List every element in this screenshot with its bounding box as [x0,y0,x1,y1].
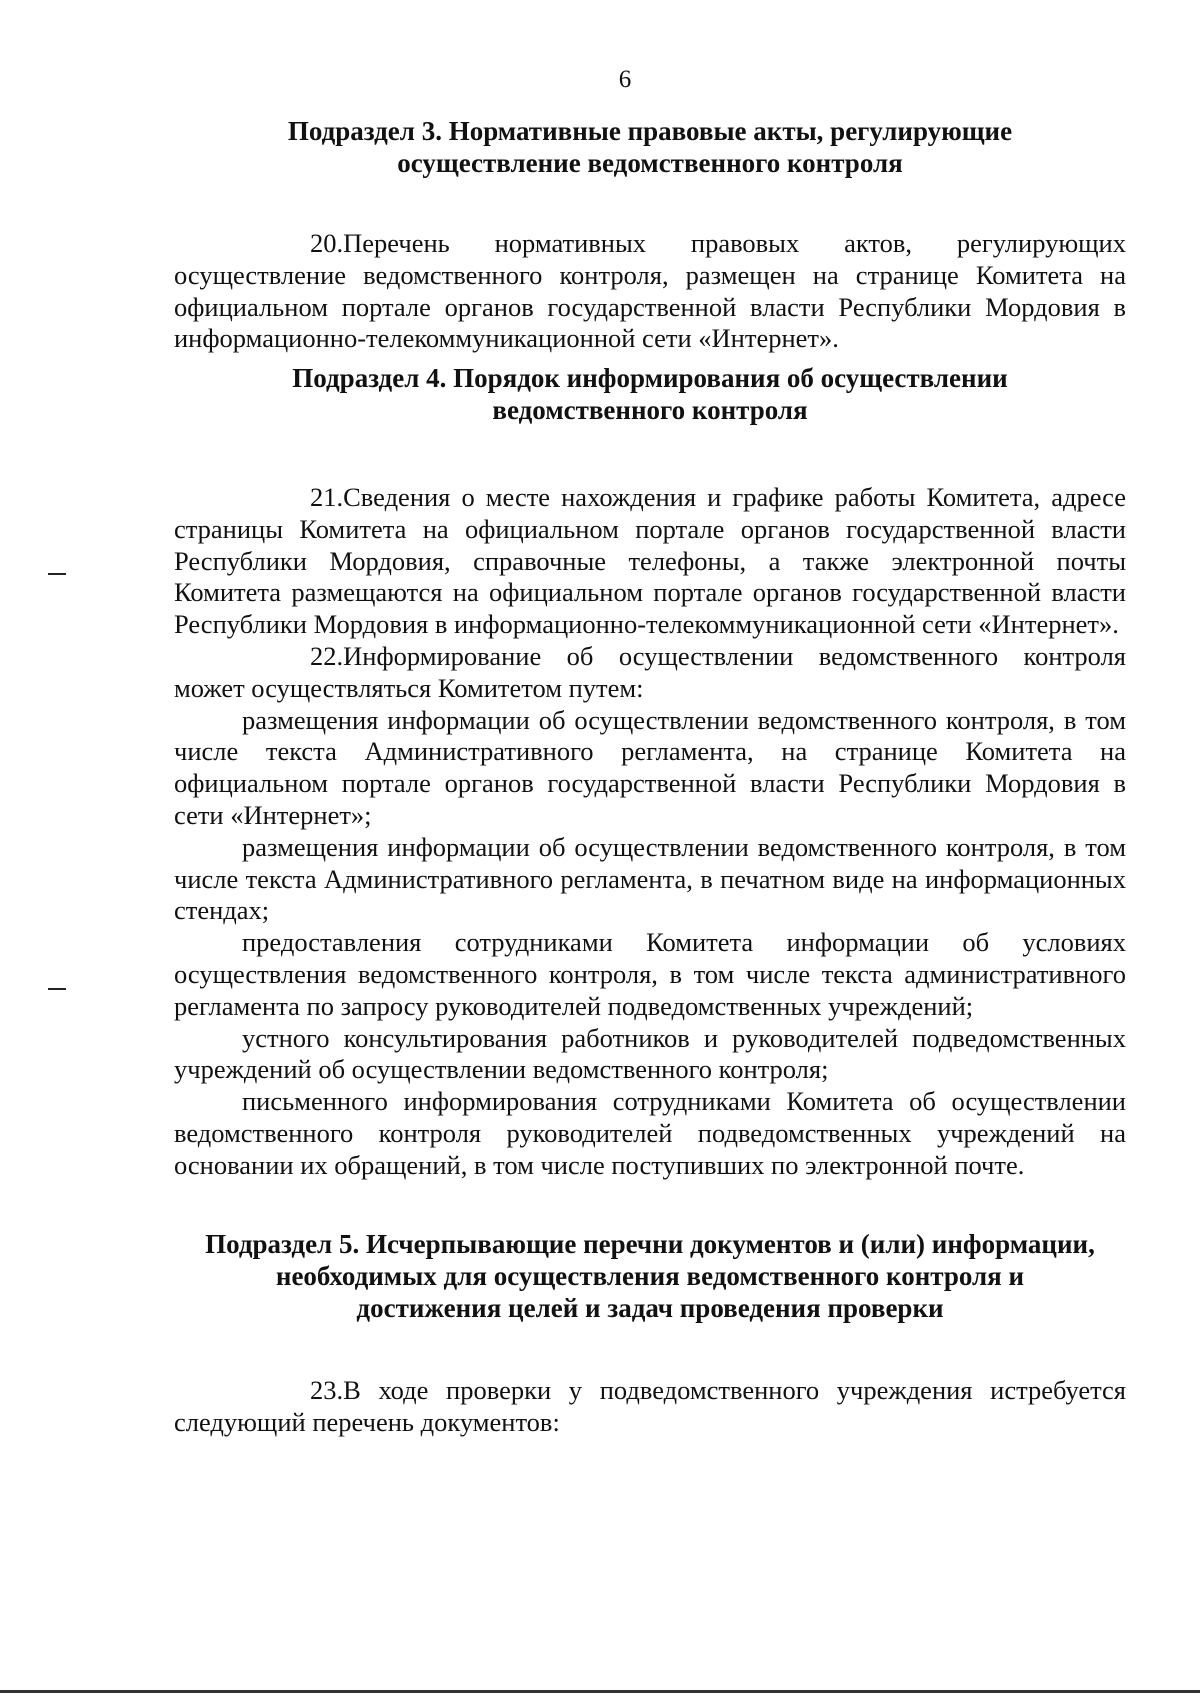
paragraph-20 [174,228,1126,355]
section-subsection-3 [174,115,1126,179]
section-4-body [174,482,1126,1182]
heading-line: достижения целей и задач проведения проверки [356,1293,944,1323]
paragraph-text: Перечень нормативных правовых актов, регулирующих осуществление ведомственного контроля, размещен на странице Комитета на официальном портале органов государственной власти Республики Мордовия в информационно-телекоммуникационной сети «Интернет». [174,228,1126,354]
paragraph-number: 22. [310,640,344,671]
heading-line: Подраздел 5. Исчерпывающие перечни документов и (или) информации, [205,1229,1095,1259]
page-number: 6 [618,66,632,93]
paragraph-text: размещения информации об осуществлении ведомственного контроля, в том числе текста Административного регламента, в печатном виде на информационных стендах; [174,831,1126,926]
margin-mark [48,988,66,990]
page-bottom-edge [0,1690,1200,1693]
section-subsection-5 [174,1228,1126,1324]
section-heading [174,1228,1126,1324]
section-subsection-4 [174,362,1126,426]
paragraph-text: Сведения о месте нахождения и графике работы Комитета, адресе страницы Комитета на официальном портале органов государственной власти Республики Мордовия, справочные телефоны, а также электронной почты Комитета размещаются на официальном портале органов государственной власти Республики Мордовия в информационно-телекоммуникационной сети «Интернет». [174,482,1126,640]
heading-line: ведомственного контроля [492,395,808,425]
section-3-body [174,228,1126,355]
paragraph-number: 21. [310,482,344,512]
section-heading [174,115,1126,179]
list-item [174,1086,1126,1181]
heading-line: Подраздел 4. Порядок информирования об осуществлении [292,363,1008,393]
heading-line: осуществление ведомственного контроля [397,148,903,178]
section-heading [174,362,1126,426]
paragraph-text: предоставления сотрудниками Комитета информации об условиях осуществления ведомственного контроля, в том числе текста административного регламента по запросу руководителей подведомственных учреждений; [174,927,1126,1021]
margin-mark [48,573,66,575]
paragraph-text: размещения информации об осуществлении ведомственного контроля, в том числе текста Административного регламента, на странице Комитета на официальном портале органов государственной власти Республики Мордовия в сети «Интернет»; [174,704,1126,830]
paragraph-number: 23. [310,1375,344,1405]
paragraph-23 [174,1375,1126,1439]
list-item [174,832,1126,927]
paragraph-text: письменного информирования сотрудниками Комитета об осуществлении ведомственного контроля руководителей подведомственных учреждений на основании их обращений, в том числе поступивших по электронной почте. [174,1086,1126,1180]
heading-line: необходимых для осуществления ведомственного контроля и [275,1261,1025,1291]
paragraph-22 [174,641,1126,705]
paragraph-text: устного консультирования работников и руководителей подведомственных учреждений об осуществлении ведомственного контроля; [174,1022,1126,1085]
heading-line: Подраздел 3. Нормативные правовые акты, регулирующие [287,116,1013,146]
paragraph-text: В ходе проверки у подведомственного учреждения истребуется следующий перечень документов: [174,1375,1126,1437]
paragraph-number: 20. [310,228,344,258]
list-item [174,1023,1126,1087]
paragraph-text: Информирование об осуществлении ведомственного контроля может осуществляться Комитетом путем: [174,640,1126,703]
list-item [174,927,1126,1022]
section-5-body [174,1375,1126,1439]
paragraph-21 [174,482,1126,641]
list-item [174,705,1126,832]
